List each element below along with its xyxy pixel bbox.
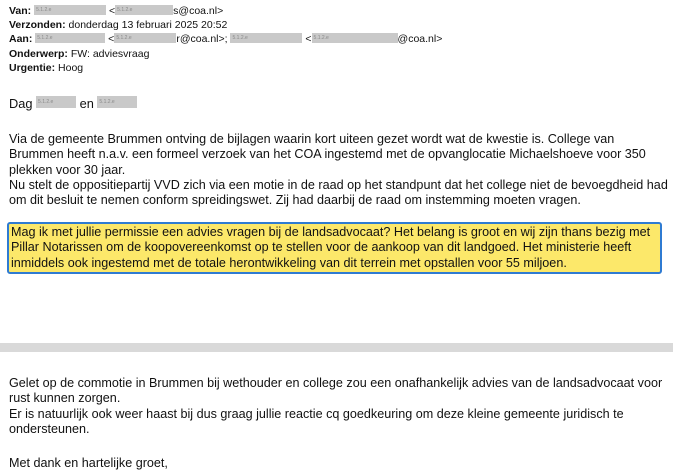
highlighted-passage bbox=[7, 222, 662, 274]
highlighted-text: Mag ik met jullie permissie een advies vragen bij de landsadvocaat? Het belang is groot en wij zijn thans bezig met Pillar Notarissen om de koopovereenkomst op te stellen voor de aankoop van dit landgoed. Het ministerie heeft inmiddels ook ingestemd met de totale herontwikkeling van dit terrein met opstallen voor 55 miljoen. bbox=[11, 225, 651, 270]
redaction-box: 5.1.2.e bbox=[36, 96, 76, 108]
redaction-box: 5.1.2.e bbox=[115, 5, 173, 15]
to-address-tail: @coa.nl> bbox=[397, 33, 443, 46]
body-paragraph-2 bbox=[9, 376, 669, 437]
closing-text: Met dank en hartelijke groet, bbox=[9, 456, 168, 470]
subject-line bbox=[9, 47, 442, 61]
to-line: Aan: 5.1.2.e < 5.1.2.e r@coa.nl>; 5.1.2.e < 5.1.2.e @coa.nl> bbox=[9, 33, 443, 46]
sent-value: donderdag 13 februari 2025 20:52 bbox=[68, 19, 228, 32]
subject-value: FW: adviesvraag bbox=[70, 47, 150, 60]
subject-label: Onderwerp: bbox=[9, 47, 68, 60]
to-address-mid: r@coa.nl>; bbox=[176, 33, 228, 46]
redaction-box: 5.1.2.e bbox=[97, 96, 137, 108]
sent-label: Verzonden: bbox=[9, 19, 66, 32]
body-text: Er is natuurlijk ook weer haast bij dus graag jullie reactie cq goedkeuring om deze kleine gemeente juridisch te ondersteunen. bbox=[9, 406, 624, 436]
from-label: Van: bbox=[9, 5, 32, 17]
body-text: Gelet op de commotie in Brummen bij wethouder en college zou een onafhankelijk advies van de landsadvocaat voor rust kunnen zorgen. bbox=[9, 376, 663, 406]
redaction-box: 5.1.2.e bbox=[230, 33, 302, 43]
greeting-en: en bbox=[79, 96, 94, 111]
closing bbox=[9, 456, 669, 471]
body-text: Via de gemeente Brummen ontving de bijlagen waarin kort uiteen gezet wordt wat de kwestie is. College van Brummen heeft n.a.v. een formeel verzoek van het COA ingestemd met de opvanglocatie Michaelshoeve voor 350 plekken voor 30 jaar. bbox=[9, 132, 646, 177]
from-line: Van: 5.1.2.e < 5.1.2.e s@coa.nl> bbox=[9, 5, 224, 17]
page-break bbox=[0, 343, 673, 352]
greeting-dag: Dag bbox=[9, 96, 33, 111]
redaction-box: 5.1.2.e bbox=[35, 33, 105, 43]
redaction-box: 5.1.2.e bbox=[312, 33, 398, 43]
greeting bbox=[9, 96, 137, 111]
body-paragraph-1 bbox=[9, 132, 669, 230]
to-label: Aan: bbox=[9, 33, 33, 46]
redaction-box: 5.1.2.e bbox=[114, 33, 176, 43]
sent-line bbox=[9, 18, 442, 32]
body-text: Nu stelt de oppositiepartij VVD zich via een motie in de raad op het standpunt dat het college niet de bevoegdheid had om dit besluit te nemen conform spreidingswet. Zij had daarbij de raad om instemming moeten vragen. bbox=[9, 177, 668, 208]
from-address-tail: s@coa.nl> bbox=[173, 5, 224, 17]
urgency-value: Hoog bbox=[58, 61, 84, 74]
email-header bbox=[9, 4, 442, 75]
urgency-label: Urgentie: bbox=[9, 61, 56, 74]
redaction-box: 5.1.2.e bbox=[34, 5, 106, 15]
urgency-line bbox=[9, 61, 442, 75]
